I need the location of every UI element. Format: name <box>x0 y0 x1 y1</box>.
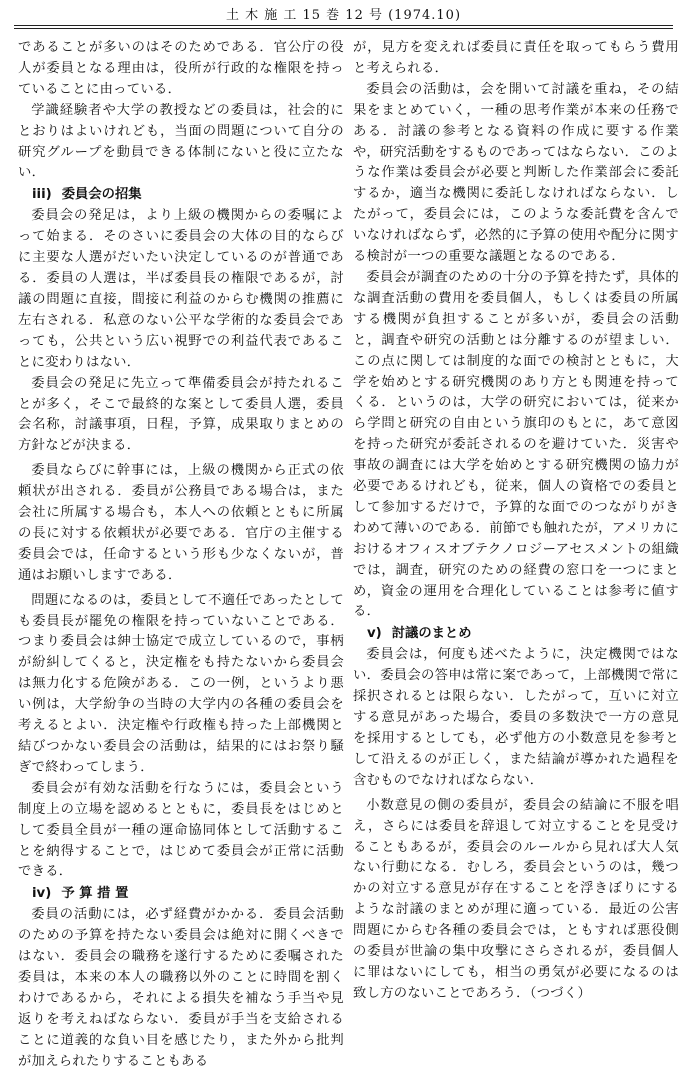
right-column <box>353 38 679 1005</box>
paragraph: 学識経験者や大学の教授などの委員は，社会的にとおりはよいけれども，当面の問題について自分の研究グループを動員できる体制にないと役に立たない． <box>18 102 344 181</box>
section-number: iv) <box>32 886 52 902</box>
paragraph: 委員会が有効な活動を行なうには，委員会という制度上の立場を認めるとともに，委員長をはじめとして委員全員が一種の運命協同体として活動することを納得することで，はじめて委員会が正常に活動できる． <box>18 780 344 880</box>
section-heading-v <box>353 623 679 645</box>
section-title: 予 算 措 置 <box>61 886 129 902</box>
paragraph: が，見方を変えれば委員に責任を取ってもらう費用と考えられる． <box>353 40 679 76</box>
paragraph: 委員会の発足は，より上級の機関からの委嘱によって始まる．そのさいに委員会の大体の目的ならびに主要な人選がだいたい決定しているのが普通である．委員の人選は，半ば委員長の権限であるが，討議の問題に直接，間接に利益のからむ機関の推薦に左右される．私意のない公平な学術的な委員会であっても，公共という広い視野での利益代表であることに変わりはない． <box>18 208 344 370</box>
paragraph: 問題になるのは，委員として不適任であったとしても委員長が罷免の権限を持っていないことである．つまり委員会は紳士協定で成立しているので，事柄が紛糾してくると，決定権をも持たないから委員会は無力化する危険がある．この一例，というより悪い例は，大学紛争の当時の大学内の各種の委員会を考えるとよい．決定権や行政権も持った上部機関と結びつかない委員会の活動は，結果的にはお祭り騒ぎで終わってしまう． <box>18 592 344 775</box>
header-rule-secondary <box>14 28 673 29</box>
running-header: 土 木 施 工 15 巻 12 号 (1974.10) <box>225 8 462 23</box>
paragraph: 小数意見の側の委員が，委員会の結論に不服を唱え，さらには委員を辞退して対立することを見受けることもあるが，委員会のルールから見れば大人気ない行動になる．むしろ，委員会というのは，幾つかの対立する意見が存在することを浮きぼりにするような討議のまとめが理に適っている．最近の公害問題にからむ各種の委員会では，ともすれば悪役側の委員が世論の集中攻撃にさらされるが，委員個人に罪はないにしても，相当の勇気が必要になるのは致し方のないことであろう．（つづく） <box>353 797 679 1001</box>
paragraph: 委員会の活動は，会を開いて討議を重ね，その結果をまとめていく，一種の思考作業が本来の任務である．討議の参考となる資料の作成に要する作業や，研究活動をするものであってはならない．このような作業は委員会が必要と判断した作業部会に委託するか，適当な機関に委託しなければならない．したがって，委員会には，このような委託費を含んでいなければならず，必然的に予算の使用や配分に関する検討が一つの重要な議題となるのである． <box>353 81 679 265</box>
paragraph: 委員会が調査のための十分の予算を持たず，具体的な調査活動の費用を委員個人，もしくは委員の所属する機関が負担することが多いが，委員会の活動と，調査や研究の活動とは分離するのが望ましい．この点に関しては制度的な面での検討とともに，大学を始めとする研究機関のあり方とも関連を持ってくる．というのは，大学の研究においては，従来から学問と研究の自由という旗印のもとに，あて意図を持った研究が委託されるのを避けていた．災害や事故の調査には大学を始めとする研究機関の協力が必要であるけれども，従来，個人の資格での委員として参加するだけで，予算的な面でのつながりがきわめて薄いのである．前節でも触れたが，アメリカにおけるオフィスオブテクノロジーアセスメントの組織では，調査，研究のための経費の窓口を一つにまとめ，資金の運用を合理化していることは参考に値する． <box>353 269 679 620</box>
section-heading-iii <box>18 184 344 206</box>
section-number: v) <box>367 626 382 642</box>
header-rule <box>14 25 673 26</box>
paragraph: 委員の活動には，必ず経費がかかる．委員会活動のための予算を持たない委員会は絶対に開くべきではない．委員会の職務を遂行するために委嘱された委員は，本来の本人の職務以外のことに時間を割くわけであるから，それによる損失を補なう手当や見返りを考えねばならない．委員が手当を支給されることに道義的な負い目を感じたり，また外から批判が加えられたりすることもある <box>18 907 344 1069</box>
section-title: 討議のまとめ <box>391 626 472 642</box>
section-title: 委員会の招集 <box>61 187 142 203</box>
paragraph: 委員会は，何度も述べたように，決定機関ではない．委員会の答申は常に案であって，上部機関で常に採択されるとは限らない．したがって，互いに対立する意見があった場合，委員の多数決で一方の意見を採用するとしても，必ず他方の小数意見を参考として沿えるのが正しく，また結論が導かれた過程を含むものでなければならない． <box>353 647 679 788</box>
paragraph: 委員会の発足に先立って準備委員会が持たれることが多く，そこで最終的な案として委員人選，委員会名称，討議事項，日程，予算，成果取りまとめの方針などが決まる． <box>18 375 344 454</box>
section-heading-iv <box>18 883 344 905</box>
paragraph: であることが多いのはそのためである．官公庁の役人が委員となる理由は，役所が行政的な権限を持っていることに由っている． <box>18 40 344 97</box>
section-number: iii) <box>32 187 52 203</box>
left-column <box>18 38 344 1073</box>
paragraph: 委員ならびに幹事には，上級の機関から正式の依頼状が出される．委員が公務員である場合は，また会社に所属する場合も，本人への依頼とともに所属の長に対する依頼状が必要である．官庁の主催する委員会では，任命するという形も少なくないが，普通はお願いしますである． <box>18 463 344 583</box>
